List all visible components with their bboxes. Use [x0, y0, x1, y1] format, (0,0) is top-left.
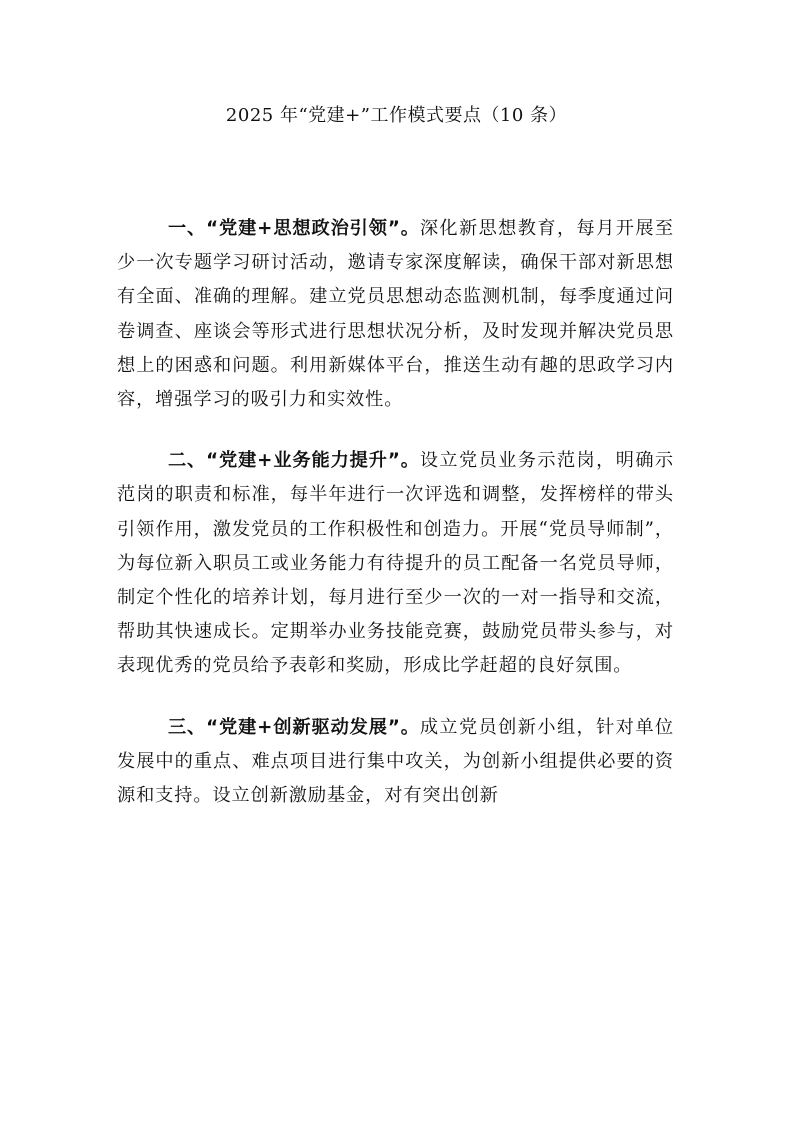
section-paragraph-2 [117, 444, 674, 683]
section-text-2: 设立党员业务示范岗，明确示范岗的职责和标准，每半年进行一次评选和调整，发挥榜样的带头引领作用，激发党员的工作积极性和创造力。开展“党员导师制”，为每位新入职员工或业务能力有待提升的员工配备一名党员导师，制定个性化的培养计划，每月进行至少一次的一对一指导和交流，帮助其快速成长。定期举办业务技能竞赛，鼓励党员带头参与，对表现优秀的党员给予表彰和奖励，形成比学赶超的良好氛围。 [117, 450, 674, 677]
section-text-1: 深化新思想教育，每月开展至少一次专题学习研讨活动，邀请专家深度解读，确保干部对新思想有全面、准确的理解。建立党员思想动态监测机制，每季度通过问卷调查、座谈会等形式进行思想状况分析，及时发现并解决党员思想上的困惑和问题。利用新媒体平台，推送生动有趣的思政学习内容，增强学习的吸引力和实效性。 [117, 218, 674, 411]
document-title: 2025 年“党建+”工作模式要点（10 条） [225, 105, 568, 126]
section-heading-1: 一、“党建+思想政治引领”。 [167, 218, 420, 239]
section-heading-3: 三、“党建+创新驱动发展”。 [167, 716, 420, 738]
document-body [117, 212, 674, 840]
section-paragraph-3 [117, 711, 674, 814]
section-heading-2: 二、“党建+业务能力提升”。 [167, 450, 420, 472]
section-text-3: 成立党员创新小组，针对单位发展中的重点、难点项目进行集中攻关，为创新小组提供必要的资源和支持。设立创新激励基金，对有突出创新 [117, 716, 674, 807]
section-paragraph-1 [117, 212, 674, 417]
